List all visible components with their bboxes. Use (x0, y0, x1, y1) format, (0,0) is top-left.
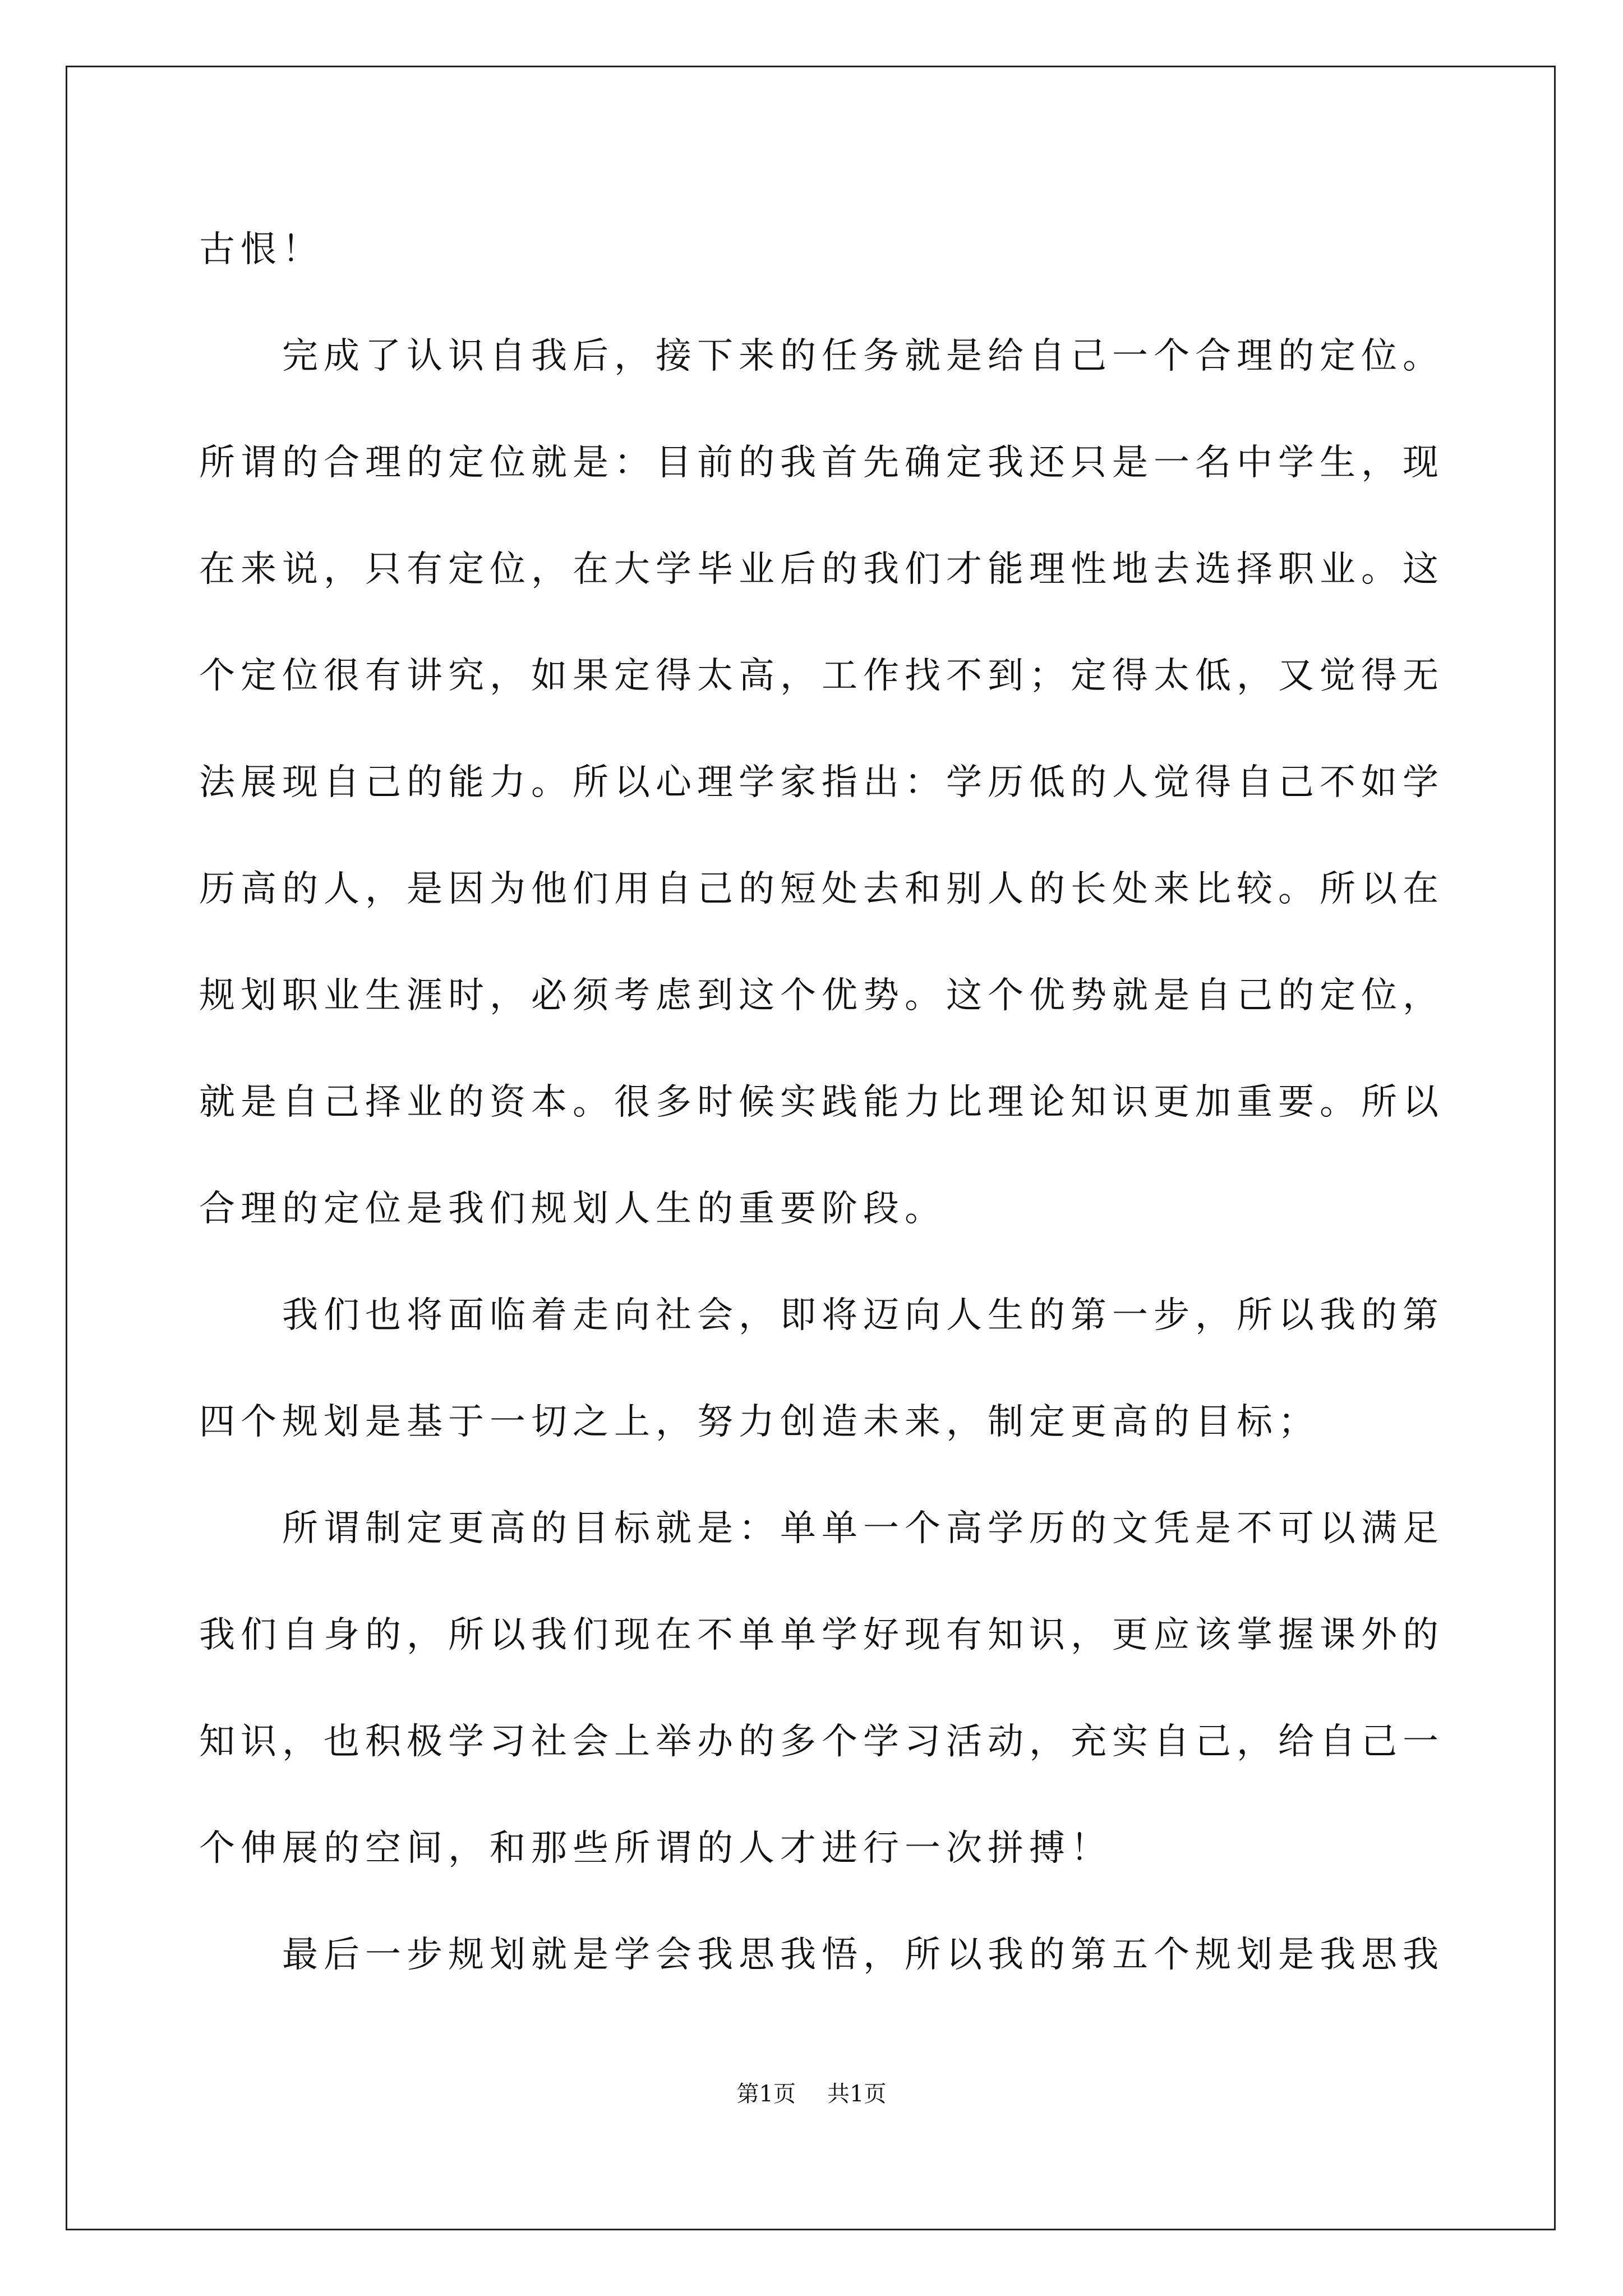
text-line: 就是自己择业的资本。很多时候实践能力比理论知识更加重要。所以 (199, 1082, 1444, 1123)
text-line: 古恨！ (199, 229, 324, 270)
text-line: 我们自身的，所以我们现在不单单学好现有知识，更应该掌握课外的 (199, 1614, 1444, 1656)
text-line: 所谓的合理的定位就是：目前的我首先确定我还只是一名中学生，现 (199, 442, 1444, 484)
text-line: 四个规划是基于一切之上，努力创造未来，制定更高的目标； (199, 1401, 1320, 1443)
page-total: 共1页 (827, 2081, 887, 2107)
text-line: 在来说，只有定位，在大学毕业后的我们才能理性地去选择职业。这 (199, 549, 1444, 590)
text-line: 规划职业生涯时，必须考虑到这个优势。这个优势就是自己的定位， (199, 975, 1444, 1016)
text-line: 个定位很有讲究，如果定得太高，工作找不到；定得太低，又觉得无 (199, 655, 1444, 697)
page-border (66, 66, 1556, 2230)
page-number: 第1页 (736, 2081, 796, 2107)
paragraph-line: 完成了认识自我后，接下来的任务就是给自己一个合理的定位。 (282, 335, 1444, 377)
text-line: 合理的定位是我们规划人生的重要阶段。 (199, 1188, 946, 1230)
text-line: 个伸展的空间，和那些所谓的人才进行一次拼搏！ (199, 1828, 1112, 1869)
page-footer (0, 2083, 1623, 2105)
paragraph-line: 我们也将面临着走向社会，即将迈向人生的第一步，所以我的第 (282, 1295, 1444, 1336)
paragraph-line: 最后一步规划就是学会我思我悟，所以我的第五个规划是我思我 (282, 1934, 1444, 1976)
text-line: 法展现自己的能力。所以心理学家指出：学历低的人觉得自己不如学 (199, 762, 1444, 803)
text-line: 历高的人，是因为他们用自己的短处去和别人的长处来比较。所以在 (199, 868, 1444, 910)
paragraph-line: 所谓制定更高的目标就是：单单一个高学历的文凭是不可以满足 (282, 1508, 1444, 1549)
text-line: 知识，也积极学习社会上举办的多个学习活动，充实自己，给自己一 (199, 1721, 1444, 1763)
